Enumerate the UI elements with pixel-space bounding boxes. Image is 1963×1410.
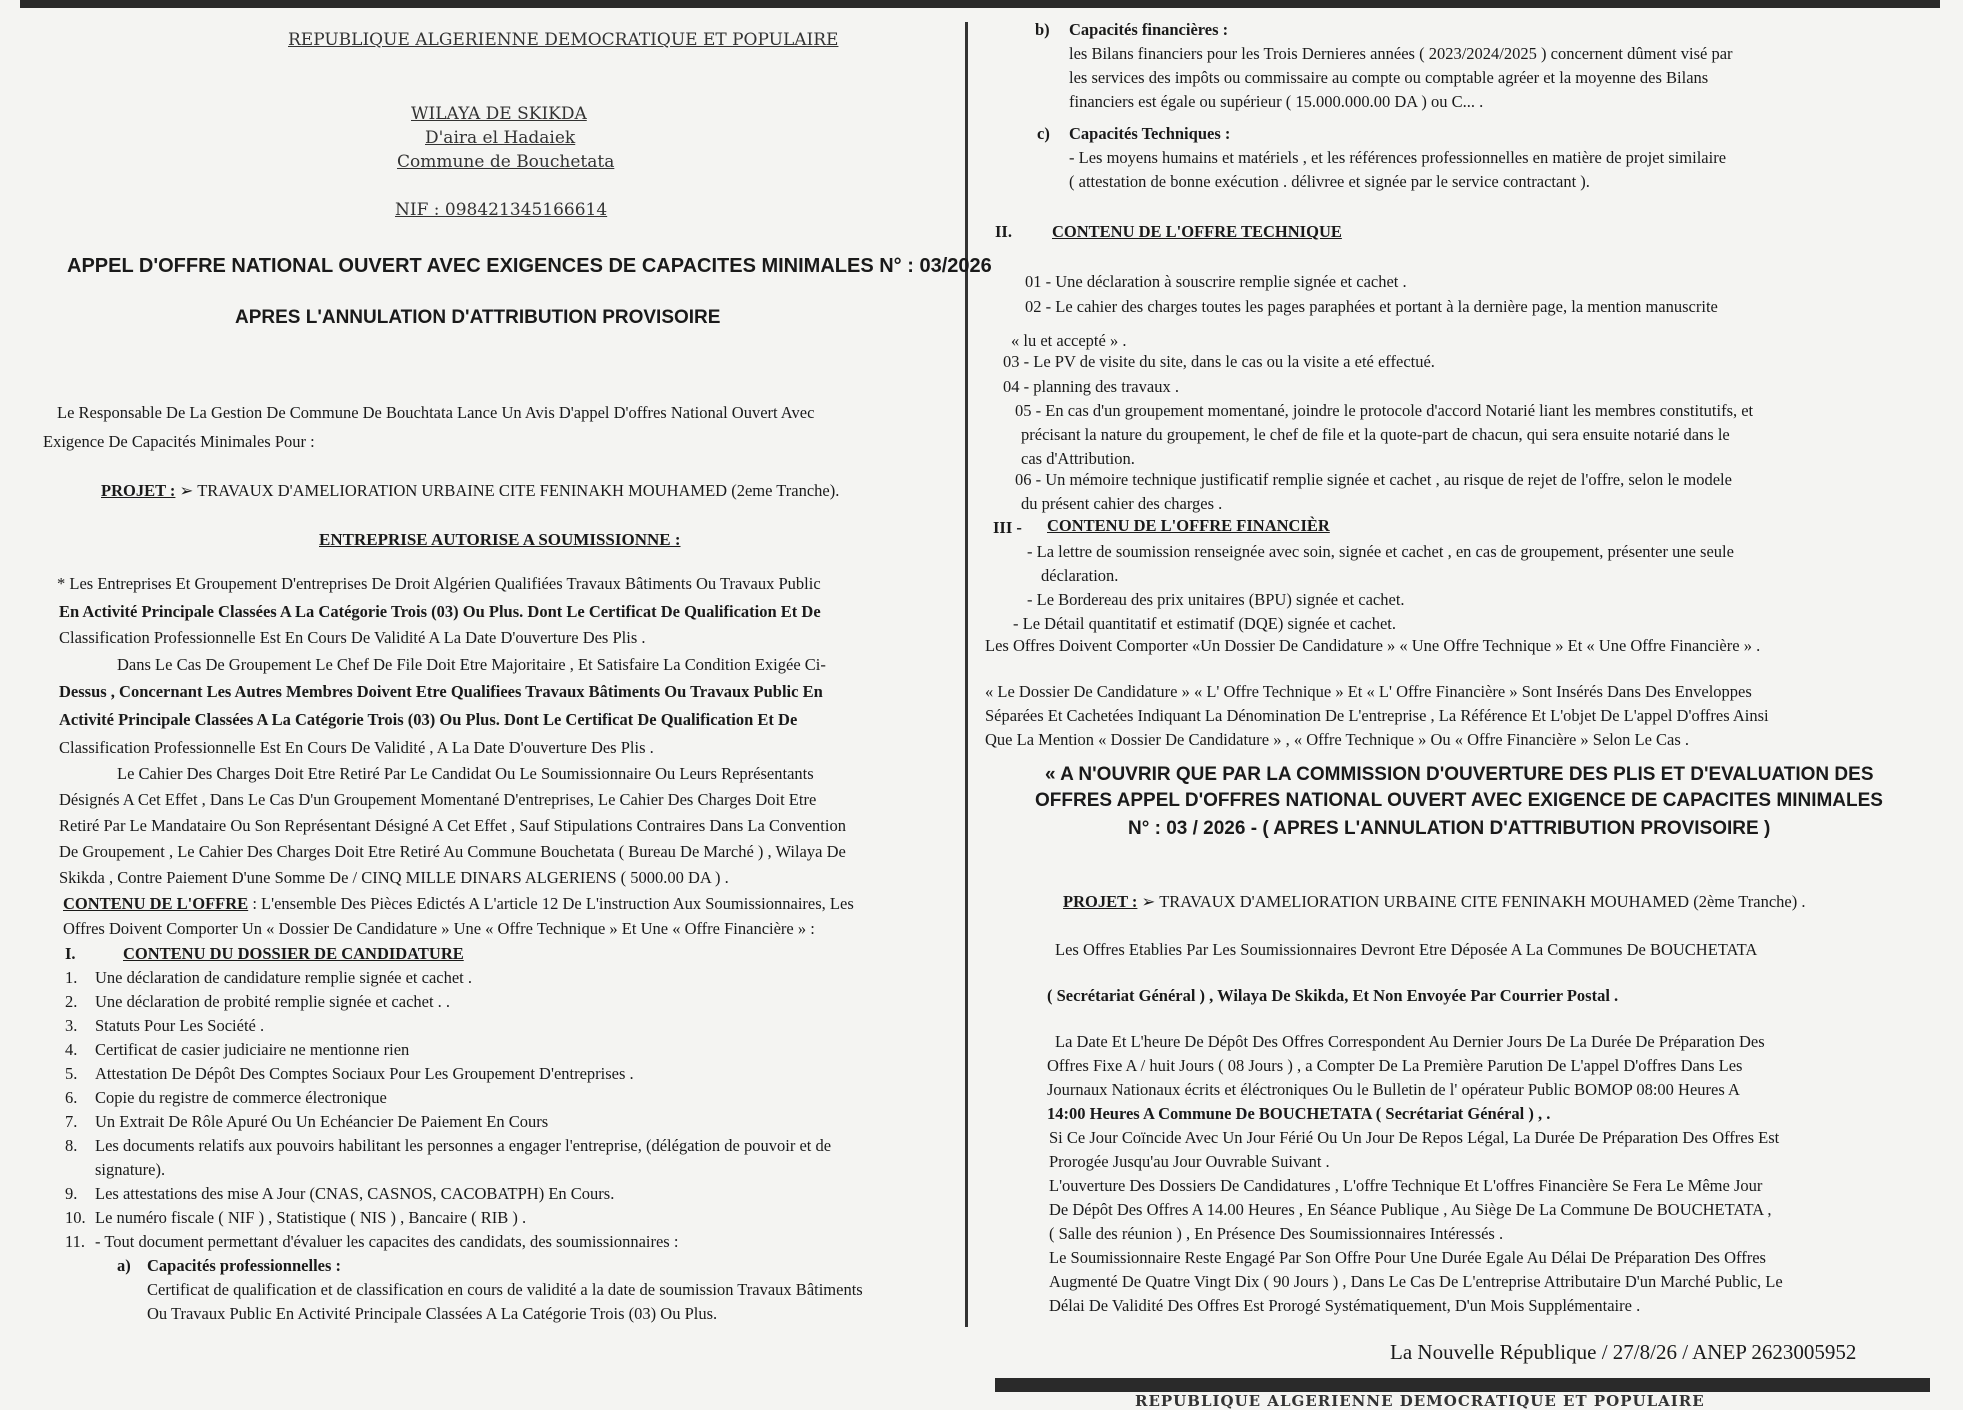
list-item: 8. Les documents relatifs aux pouvoirs habilitant les personnes a engager l'entreprise, (délégation de pouvoir et de <box>65 1136 832 1155</box>
date-line: Journaux Nationaux écrits et éléctroniques Ou le Bulletin de l' opérateur Public BOMOP 08:00 Heures A <box>1047 1080 1740 1099</box>
capacites-pro-line: Ou Travaux Public En Activité Principale Classées A La Catégorie Trois (03) Ou Plus. <box>147 1304 718 1323</box>
engagement-line: Le Soumissionnaire Reste Engagé Par Son Offre Pour Une Durée Egale Au Délai De Préparation Des Offres <box>1049 1248 1766 1267</box>
tech-line: 03 - Le PV de visite du site, dans le cas ou la visite a eté effectué. <box>1003 352 1435 371</box>
capacites-tech-label: c) <box>1037 124 1050 143</box>
eligible-line: Skikda , Contre Paiement D'une Somme De / CINQ MILLE DINARS ALGERIENS ( 5000.00 DA ) . <box>59 868 729 887</box>
capacites-pro-line: Certificat de qualification et de classification en cours de validité a la date de soumission Travaux Bâtiments <box>147 1280 863 1299</box>
fin-num: III - <box>993 518 1022 537</box>
ferie-line: Prorogée Jusqu'au Jour Ouvrable Suivant . <box>1049 1152 1330 1171</box>
commission-notice: « A N'OUVRIR QUE PAR LA COMMISSION D'OUVERTURE DES PLIS ET D'EVALUATION DES <box>1045 764 1874 785</box>
column-divider <box>965 22 968 1327</box>
contenu-offre-label: CONTENU DE L'OFFRE <box>63 894 249 913</box>
tech-line: 05 - En cas d'un groupement momentané, joindre le protocole d'accord Notarié liant les membres constitutifs, et <box>1015 401 1754 420</box>
depot-line: ( Secrétariat Général ) , Wilaya De Skikda, Et Non Envoyée Par Courrier Postal . <box>1047 986 1619 1005</box>
tech-line: 06 - Un mémoire technique justificatif remplie signée et cachet , au risque de rejet de l'offre, selon le modele <box>1015 470 1732 489</box>
commission-notice: N° : 03 / 2026 - ( APRES L'ANNULATION D'ATTRIBUTION PROVISOIRE ) <box>1128 818 1771 839</box>
envelope-line: Que La Mention « Dossier De Candidature » , « Offre Technique » Ou « Offre Financière » Selon Le Cas . <box>985 730 1690 749</box>
intro-line: Le Responsable De La Gestion De Commune De Bouchtata Lance Un Avis D'appel D'offres National Ouvert Avec <box>57 403 815 422</box>
eligible-line: Le Cahier Des Charges Doit Etre Retiré Par Le Candidat Ou Le Soumissionnaire Ou Leurs Représentants <box>117 764 814 783</box>
fin-line: - Le Détail quantitatif et estimatif (DQE) signée et cachet. <box>1013 614 1397 633</box>
capacites-fin-label: b) <box>1035 20 1050 39</box>
eligible-line: Désignés A Cet Effet , Dans Le Cas D'un Groupement Momentané D'entreprises, Le Cahier Des Charges Doit Etre <box>59 790 817 809</box>
tech-line: précisant la nature du groupement, le chef de file et la quote-part de chacun, qui sera ensuite notarié dans le <box>1021 425 1730 444</box>
tech-line: 04 - planning des travaux . <box>1003 377 1179 396</box>
publication-credit: La Nouvelle République / 27/8/26 / ANEP 2623005952 <box>1390 1340 1857 1364</box>
envelope-line: Séparées Et Cachetées Indiquant La Dénomination De L'entreprise , La Référence Et L'objet De L'appel D'offres Ainsi <box>985 706 1769 725</box>
tech-line: « lu et accepté » . <box>1011 331 1127 350</box>
intro-line: Exigence De Capacités Minimales Pour : <box>43 432 315 451</box>
ouverture-line: De Dépôt Des Offres A 14.00 Heures , En Séance Publique , Au Siège De La Commune De BOUCHETATA , <box>1049 1200 1772 1219</box>
date-line: Offres Fixe A / huit Jours ( 08 Jours ) , a Compter De La Première Parution De L'appel D'offres Dans Les <box>1047 1056 1743 1075</box>
tender-subtitle: APRES L'ANNULATION D'ATTRIBUTION PROVISOIRE <box>235 307 721 328</box>
republic-header: REPUBLIQUE ALGERIENNE DEMOCRATIQUE ET POPULAIRE <box>288 30 839 50</box>
tech-line: du présent cahier des charges . <box>1021 494 1223 513</box>
fin-line: déclaration. <box>1041 566 1119 585</box>
list-item: 7. Un Extrait De Rôle Apuré Ou Un Echéancier De Paiement En Cours <box>65 1112 549 1131</box>
list-item: 1. Une déclaration de candidature remplie signée et cachet . <box>65 968 473 987</box>
date-line: La Date Et L'heure De Dépôt Des Offres Correspondent Au Dernier Jours De La Durée De Préparation Des <box>1055 1032 1765 1051</box>
fin-line: - Le Bordereau des prix unitaires (BPU) signée et cachet. <box>1027 590 1405 609</box>
scan-bottom-border <box>995 1378 1930 1392</box>
capacites-tech-line: - Les moyens humains et matériels , et les références professionnelles en matière de projet similaire <box>1069 148 1727 167</box>
dossier-num: I. <box>65 944 76 963</box>
tech-line: cas d'Attribution. <box>1021 449 1135 468</box>
list-item: 5. Attestation De Dépôt Des Comptes Sociaux Pour Les Groupement D'entreprises . <box>65 1064 634 1083</box>
list-item: 10. Le numéro fiscale ( NIF ) , Statistique ( NIS ) , Bancaire ( RIB ) . <box>65 1208 527 1227</box>
eligible-line: Classification Professionnelle Est En Cours De Validité A La Date D'ouverture Des Plis . <box>59 628 646 647</box>
date-line: 14:00 Heures A Commune De BOUCHETATA ( Secrétariat Général ) , . <box>1047 1104 1551 1123</box>
capacites-pro-label: a) <box>117 1256 131 1275</box>
tender-title: APPEL D'OFFRE NATIONAL OUVERT AVEC EXIGENCES DE CAPACITES MINIMALES N° : 03/2026 <box>67 255 992 277</box>
project-line <box>101 481 839 501</box>
offres-line: Les Offres Doivent Comporter «Un Dossier De Candidature » « Une Offre Technique » Et « Une Offre Financière » . <box>985 636 1761 655</box>
tech-line: 01 - Une déclaration à souscrire remplie signée et cachet . <box>1025 272 1407 291</box>
capacites-tech-line: ( attestation de bonne exécution . délivree et signée par le service contractant ). <box>1069 172 1590 191</box>
envelope-line: « Le Dossier De Candidature » « L' Offre Technique » Et « L' Offre Financière » Sont Insérés Dans Des Enveloppes <box>985 682 1752 701</box>
list-item: 6. Copie du registre de commerce électronique <box>65 1088 387 1107</box>
engagement-line: Délai De Validité Des Offres Est Prorogé Systématiquement, D'un Mois Supplémentaire . <box>1049 1296 1641 1315</box>
eligible-line: Dessus , Concernant Les Autres Membres Doivent Etre Qualifiees Travaux Bâtiments Ou Travaux Public En <box>59 682 823 701</box>
tech-heading: CONTENU DE L'OFFRE TECHNIQUE <box>1052 222 1342 241</box>
eligible-line: Retiré Par Le Mandataire Ou Son Représentant Désigné A Cet Effet , Sauf Stipulations Contraires Dans La Convention <box>59 816 846 835</box>
list-item: 9. Les attestations des mise A Jour (CNAS, CASNOS, CACOBATPH) En Cours. <box>65 1184 615 1203</box>
contenu-offre-line <box>63 894 854 914</box>
list-item: 4. Certificat de casier judiciaire ne mentionne rien <box>65 1040 410 1059</box>
list-item: signature). <box>95 1160 166 1179</box>
list-item: 2. Une déclaration de probité remplie signée et cachet . . <box>65 992 451 1011</box>
depot-line: Les Offres Etablies Par Les Soumissionnaires Devront Etre Déposée A La Communes De BOUCHETATA <box>1055 940 1758 959</box>
eligible-line: Dans Le Cas De Groupement Le Chef De File Doit Etre Majoritaire , Et Satisfaire La Condition Exigée Ci- <box>117 655 826 674</box>
list-item: 3. Statuts Pour Les Société . <box>65 1016 265 1035</box>
arrow-icon: ➢ <box>1141 892 1156 911</box>
scan-top-border <box>20 0 1940 8</box>
ouverture-line: L'ouverture Des Dossiers De Candidatures , L'offre Technique Et L'offres Financière Se Fera Le Même Jour <box>1049 1176 1763 1195</box>
project-label: PROJET : <box>1063 892 1138 911</box>
ferie-line: Si Ce Jour Coïncide Avec Un Jour Férié Ou Un Jour De Repos Légal, La Durée De Préparation Des Offres Est <box>1049 1128 1780 1147</box>
project-line-right <box>1063 892 1805 912</box>
commission-notice: OFFRES APPEL D'OFFRES NATIONAL OUVERT AVEC EXIGENCE DE CAPACITES MINIMALES <box>1035 790 1883 811</box>
fin-heading: CONTENU DE L'OFFRE FINANCIÈR <box>1047 516 1330 535</box>
nif-header: NIF : 098421345166614 <box>395 200 608 220</box>
wilaya-header: WILAYA DE SKIKDA <box>411 104 587 124</box>
capacites-fin-heading: Capacités financières : <box>1069 20 1229 39</box>
capacites-fin-line: les Bilans financiers pour les Trois Dernieres années ( 2023/2024/2025 ) concernent dûment visé par <box>1069 44 1733 63</box>
eligible-line: * Les Entreprises Et Groupement D'entreprises De Droit Algérien Qualifiées Travaux Bâtiments Ou Travaux Public <box>57 574 821 593</box>
capacites-fin-line: financiers est égale ou supérieur ( 15.000.000.00 DA ) ou C... . <box>1069 92 1484 111</box>
tech-line: 02 - Le cahier des charges toutes les pages paraphées et portant à la dernière page, la mention manuscrite <box>1025 297 1718 316</box>
capacites-fin-line: les services des impôts ou commissaire au compte ou comptable agréer et la moyenne des Bilans <box>1069 68 1709 87</box>
eligible-line: Activité Principale Classées A La Catégorie Trois (03) Ou Plus. Dont Le Certificat De Qualification Et De <box>59 710 798 729</box>
dossier-heading: CONTENU DU DOSSIER DE CANDIDATURE <box>123 944 464 963</box>
eligible-line: En Activité Principale Classées A La Catégorie Trois (03) Ou Plus. Dont Le Certificat De Qualification Et De <box>59 602 821 621</box>
project-label: PROJET : <box>101 481 176 500</box>
project-text: TRAVAUX D'AMELIORATION URBAINE CITE FENINAKH MOUHAMED (2ème Tranche) . <box>1159 892 1806 911</box>
next-page-header-cut: REPUBLIQUE ALGERIENNE DEMOCRATIQUE ET POPULAIRE <box>1135 1392 1705 1410</box>
contenu-offre-text: : L'ensemble Des Pièces Edictés A L'article 12 De L'instruction Aux Soumissionnaires, Les <box>252 894 854 913</box>
eligible-line: Classification Professionnelle Est En Cours De Validité , A La Date D'ouverture Des Plis . <box>59 738 654 757</box>
contenu-offre-line: Offres Doivent Comporter Un « Dossier De Candidature » Une « Offre Technique » Et Une « Offre Financière » : <box>63 919 815 938</box>
capacites-pro-heading: Capacités professionnelles : <box>147 1256 342 1275</box>
capacites-tech-heading: Capacités Techniques : <box>1069 124 1231 143</box>
list-item: 11. - Tout document permettant d'évaluer les capacites des candidats, des soumissionnaires : <box>65 1232 679 1251</box>
eligible-heading: ENTREPRISE AUTORISE A SOUMISSIONNE : <box>319 530 681 549</box>
tech-num: II. <box>995 222 1012 241</box>
arrow-icon: ➢ <box>179 481 194 500</box>
commune-header: Commune de Bouchetata <box>397 152 615 172</box>
engagement-line: Augmenté De Quatre Vingt Dix ( 90 Jours ) , Dans Le Cas De L'entreprise Attributaire D'un Marché Public, Le <box>1049 1272 1783 1291</box>
fin-line: - La lettre de soumission renseignée avec soin, signée et cachet , en cas de groupement, présenter une seule <box>1027 542 1734 561</box>
eligible-line: De Groupement , Le Cahier Des Charges Doit Etre Retiré Au Commune Bouchetata ( Bureau De Marché ) , Wilaya De <box>59 842 846 861</box>
ouverture-line: ( Salle des réunion ) , En Présence Des Soumissionnaires Intéressés . <box>1049 1224 1504 1243</box>
daira-header: D'aira el Hadaiek <box>425 128 576 148</box>
project-text: TRAVAUX D'AMELIORATION URBAINE CITE FENINAKH MOUHAMED (2eme Tranche). <box>197 481 840 500</box>
